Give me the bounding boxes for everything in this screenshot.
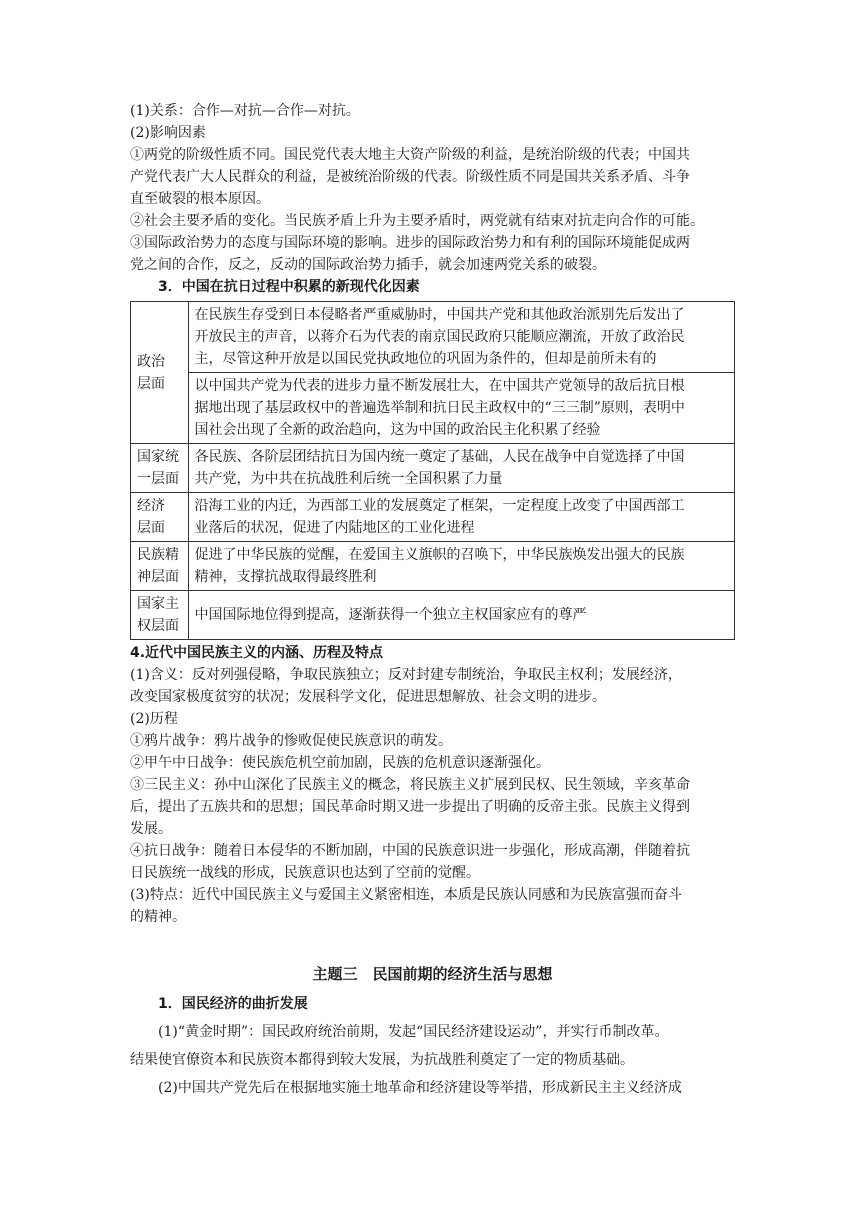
table-row (131, 493, 735, 542)
meaning-line-1: (1)含义：反对列强侵略，争取民族独立；反对封建专制统治，争取民主权利；发展经济， (130, 667, 682, 683)
section-3-heading: 3．中国在抗日过程中积累的新现代化因素 (158, 279, 420, 295)
history-item-3-line-2: 后，提出了五族共和的思想；国民革命时期又进一步提出了明确的反帝主张。民族主义得到 (130, 799, 690, 815)
cpc-economy-line-1: (2)中国共产党先后在根据地实施土地革命和经济建设等举措，形成新民主主义经济成 (158, 1080, 682, 1096)
factor-1-line-1: ①两党的阶级性质不同。国民党代表大地主大资产阶级的利益，是统治阶级的代表；中国共 (130, 147, 690, 163)
modernization-table (130, 301, 735, 640)
table-row (131, 542, 735, 591)
history-item-3-line-1: ③三民主义：孙中山深化了民族主义的概念，将民族主义扩展到民权、民生领域，辛亥革命 (130, 777, 690, 793)
factors-heading: (2)影响因素 (130, 125, 206, 141)
features-line-1: (3)特点：近代中国民族主义与爱国主义紧密相连，本质是民族认同感和为民族富强而奋斗 (130, 887, 682, 903)
golden-period-line-1: (1)“黄金时期”：国民政府统治前期，发起“国民经济建设运动”，并实行币制改革。 (158, 1024, 669, 1040)
meaning-line-2: 改变国家极度贫穷的状况；发展科学文化，促进思想解放、社会文明的进步。 (130, 689, 606, 705)
history-item-4-line-1: ④抗日战争：随着日本侵华的不断加剧，中国的民族意识进一步强化，形成高潮，伴随着抗 (130, 843, 690, 859)
factor-3-line-2: 党之间的合作，反之，反动的国际政治势力插手，就会加速两党关系的破裂。 (130, 257, 606, 273)
history-item-1: ①鸦片战争：鸦片战争的惨败促使民族意识的萌发。 (130, 733, 452, 749)
topic-3-heading-1: 1．国民经济的曲折发展 (158, 996, 308, 1012)
section-4-heading: 4.近代中国民族主义的内涵、历程及特点 (130, 645, 384, 661)
table-row (131, 444, 735, 493)
history-item-3-line-3: 发展。 (130, 821, 172, 837)
document-page (130, 100, 735, 1100)
content-cell: 各民族、各阶层团结抗日为国内统一奠定了基础，人民在战争中自觉选择了中国 共产党，为中共在抗战胜利后统一全国积累了力量 (188, 444, 734, 493)
table-row (131, 373, 735, 444)
features-line-2: 的精神。 (130, 909, 186, 925)
category-cell: 国家主 权层面 (131, 591, 189, 640)
relation-line: (1)关系：合作—对抗—合作—对抗。 (130, 103, 360, 119)
factor-2-line: ②社会主要矛盾的变化。当民族矛盾上升为主要矛盾时，两党就有结束对抗走向合作的可能。 (130, 213, 704, 229)
category-cell: 经济 层面 (131, 493, 189, 542)
category-cell: 国家统 一层面 (131, 444, 189, 493)
history-item-4-line-2: 日民族统一战线的形成，民族意识也达到了空前的觉醒。 (130, 865, 480, 881)
category-cell: 政治 层面 (131, 302, 189, 444)
factor-1-line-2: 产党代表广大人民群众的利益，是被统治阶级的代表。阶级性质不同是国共关系矛盾、斗争 (130, 169, 690, 185)
content-cell: 沿海工业的内迁，为西部工业的发展奠定了框架，一定程度上改变了中国西部工 业落后的状况，促进了内陆地区的工业化进程 (188, 493, 734, 542)
content-cell: 中国国际地位得到提高，逐渐获得一个独立主权国家应有的尊严 (188, 591, 734, 640)
factor-3-line-1: ③国际政治势力的态度与国际环境的影响。进步的国际政治势力和有利的国际环境能促成两 (130, 235, 690, 251)
factor-1-line-3: 直至破裂的根本原因。 (130, 191, 270, 207)
golden-period-line-2: 结果使官僚资本和民族资本都得到较大发展，为抗战胜利奠定了一定的物质基础。 (130, 1052, 634, 1068)
content-cell: 促进了中华民族的觉醒，在爱国主义旗帜的召唤下，中华民族焕发出强大的民族 精神，支撑抗战取得最终胜利 (188, 542, 734, 591)
table-row (131, 591, 735, 640)
history-heading: (2)历程 (130, 711, 178, 727)
history-item-2: ②甲午中日战争：使民族危机空前加剧，民族的危机意识逐渐强化。 (130, 755, 550, 771)
content-cell: 以中国共产党为代表的进步力量不断发展壮大，在中国共产党领导的敌后抗日根 据地出现了基层政权中的普遍选举制和抗日民主政权中的“三三制”原则，表明中 国社会出现了全新的政治趋向，这为中国的政治民主化积累了经验 (188, 373, 734, 444)
category-cell: 民族精 神层面 (131, 542, 189, 591)
table-row (131, 302, 735, 373)
content-cell: 在民族生存受到日本侵略者严重威胁时，中国共产党和其他政治派别先后发出了 开放民主的声音，以蒋介石为代表的南京国民政府只能顺应潮流，开放了政治民 主，尽管这种开放是以国民党执政地位的巩固为条件的，但却是前所未有的 (188, 302, 734, 373)
topic-3-title: 主题三 民国前期的经济生活与思想 (312, 965, 553, 983)
